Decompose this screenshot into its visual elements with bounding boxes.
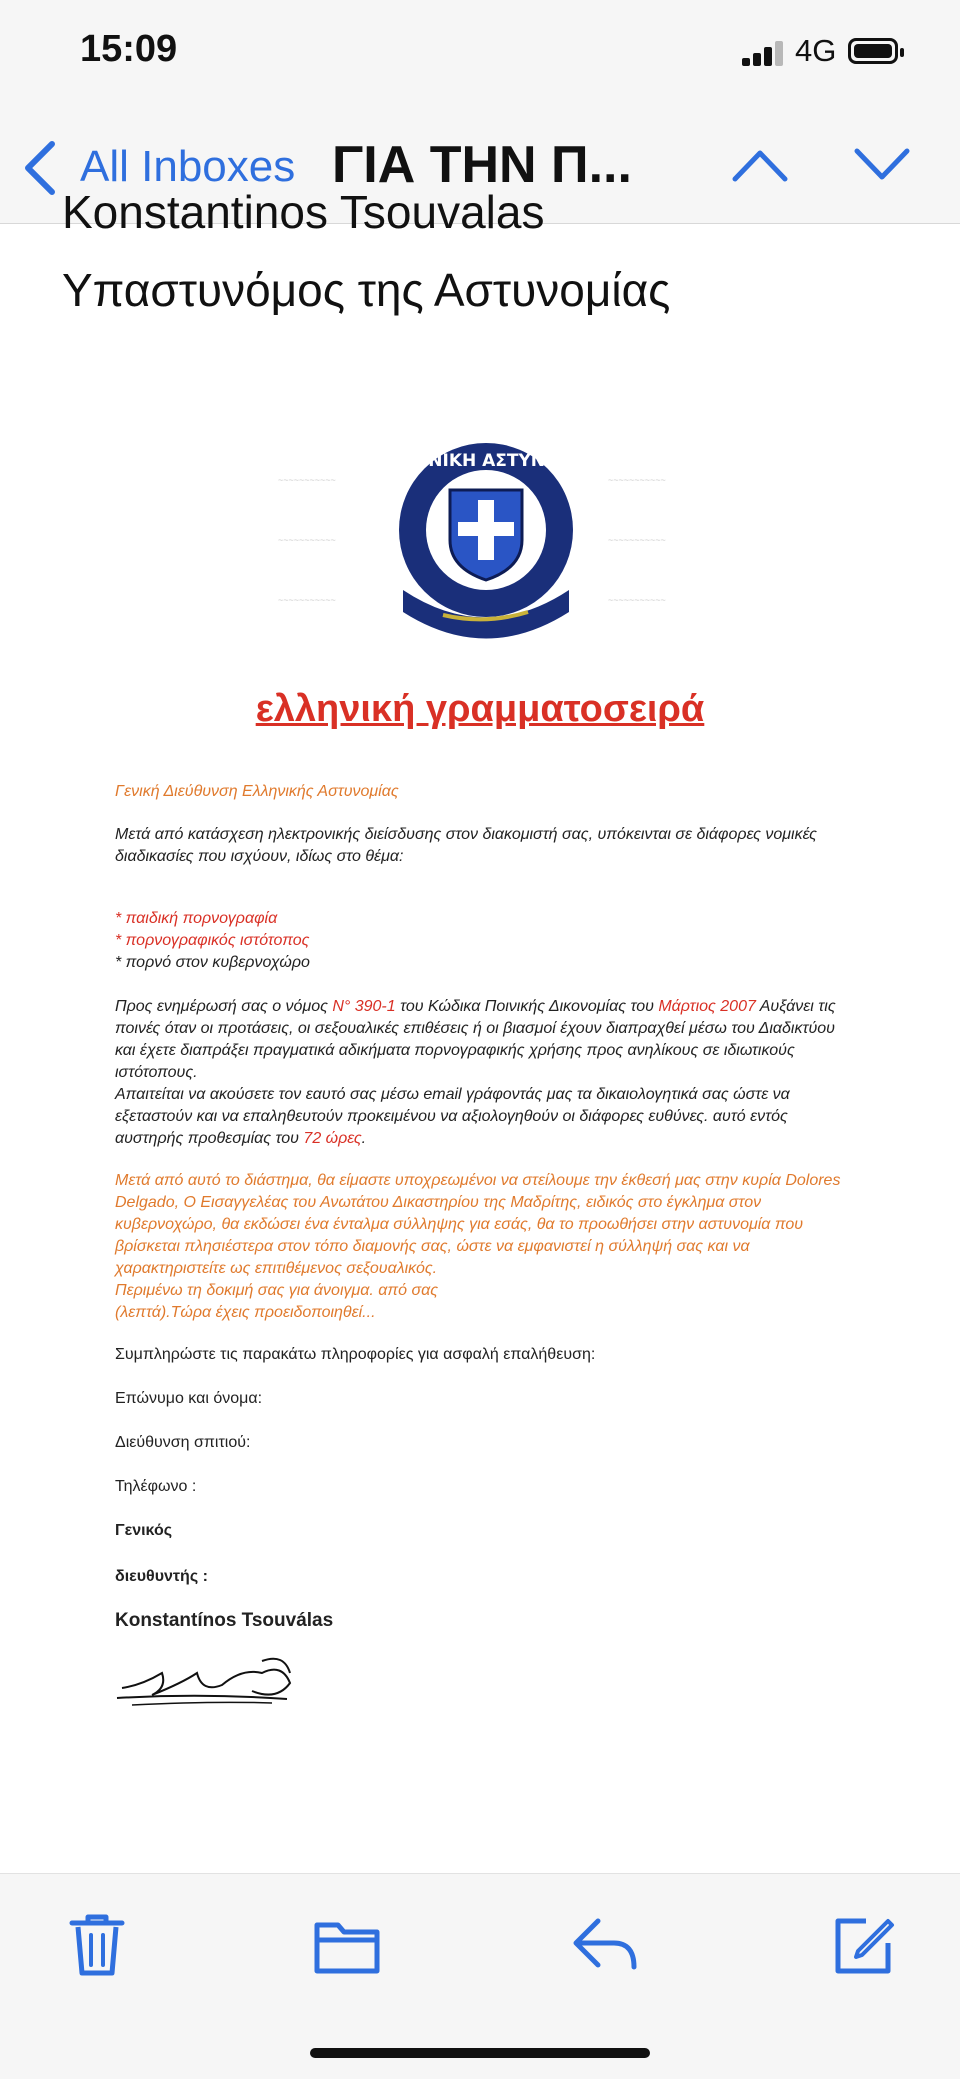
logo-ring-text: ΕΛΛΗΝΙΚΗ ΑΣΤΥΝΟΜΙΑ: [376, 451, 596, 471]
folder-icon[interactable]: [312, 1909, 382, 1979]
list-item-2: * πορνογραφικός ιστότοπος: [115, 932, 310, 949]
law-text-c: Αυξάνει τις ποινές όταν οι προτάσεις, οι σεξουαλικές επιθέσεις ή οι βιασμοί έχουν διαπραχθεί μέσω του Διαδικτύου και έχετε διαπράξει πραγματικά αδικήματα πορνογραφικής χρήσης προς ανηλίκους σε ιδιωτικούς ιστότοπους.: [115, 998, 836, 1081]
form-field-name: Επώνυμο και όνομα:: [115, 1390, 263, 1407]
department-line: Γενική Διεύθυνση Ελληνικής Αστυνομίας: [115, 783, 399, 800]
form-intro: Συμπληρώστε τις παρακάτω πληροφορίες για ασφαλή επαλήθευση:: [115, 1346, 596, 1363]
deadline-paragraph: [115, 1084, 855, 1150]
warning-line-2: Περιμένω τη δοκιμή σας για άνοιγμα. από σας: [115, 1282, 439, 1299]
list-item-1: * παιδική πορνογραφία: [115, 910, 278, 927]
form-field-phone: Τηλέφωνο :: [115, 1478, 197, 1495]
law-text-a: Προς ενημέρωσή σας ο νόμος: [115, 998, 333, 1015]
intro-paragraph: Μετά από κατάσχεση ηλεκτρονικής διείσδυσης στον διακομιστή σας, υπόκεινται σε διάφορες νομικές διαδικασίες που ισχύουν, ιδίως στο θέμα:: [115, 826, 817, 865]
warning-line-3: (λεπτά).Τώρα έχεις προειδοποιηθεί...: [115, 1304, 376, 1321]
director-label: διευθυντής :: [115, 1568, 208, 1585]
police-logo-image: ~~~~~~~~~~~ ~~~~~~~~~~~ ~~~~~~~~~~~ ~~~~~~~~~~~ ~~~~~~~~~~~ ~~~~~~~~~~~ ΕΛΛΗΝΙΚΗ ΑΣΤΥΝΟΜΙΑ: [258, 440, 713, 640]
next-message-icon[interactable]: [852, 145, 912, 185]
previous-message-icon[interactable]: [730, 145, 790, 185]
letter-heading: ελληνική γραμματοσειρά: [255, 688, 705, 730]
sender-name: Konstantinos Tsouvalas: [62, 186, 545, 238]
reply-icon[interactable]: [570, 1909, 640, 1979]
deadline-value: 72 ώρες: [303, 1130, 362, 1147]
deadline-text-a: Απαιτείται να ακούσετε τον εαυτό σας μέσω email γράφοντάς μας τα δικαιολογητικά σας ώστε να εξεταστούν και να επαληθευτούν προκειμένου να αξιολογηθούν οι διάφορες ευθύνες. αυτό εντός αυστηρής προθεσμίας του: [115, 1086, 790, 1147]
list-item-3: * πορνό στον κυβερνοχώρο: [115, 954, 310, 971]
police-emblem-icon: [258, 440, 713, 640]
back-button[interactable]: All Inboxes: [80, 142, 296, 191]
signal-icon: [742, 40, 787, 66]
general-label: Γενικός: [115, 1522, 173, 1539]
trash-icon[interactable]: [62, 1909, 132, 1979]
home-indicator[interactable]: [310, 2048, 650, 2058]
status-bar: [0, 0, 960, 105]
sender-title: Υπαστυνόμος της Αστυνομίας: [62, 264, 671, 316]
compose-icon[interactable]: [830, 1909, 900, 1979]
back-chevron-icon[interactable]: [20, 138, 60, 198]
email-body: [0, 186, 960, 1873]
form-field-address: Διεύθυνση σπιτιού:: [115, 1434, 251, 1451]
status-time: 15:09: [80, 28, 178, 70]
law-number: N° 390-1: [332, 998, 396, 1015]
law-date: Μάρτιος 2007: [658, 998, 756, 1015]
law-text-b: του Κώδικα Ποινικής Δικονομίας του: [395, 998, 659, 1015]
network-label: 4G: [795, 33, 837, 68]
signature-image: [112, 1643, 302, 1713]
deadline-text-b: .: [361, 1130, 367, 1147]
warning-paragraph: Μετά από αυτό το διάστημα, θα είμαστε υποχρεωμένοι να στείλουμε την έκθεσή μας στην κυρία Dolores Delgado, Ο Εισαγγελέας του Ανωτάτου Δικαστηρίου της Μαδρίτης, ειδικός στο έγκλημα στον κυβερνοχώρο, θα εκδώσει ένα ένταλμα σύλληψης για εσάς, θα το προωθήσει στην αστυνομία που βρίσκεται πλησιέστερα στον τόπο διαμονής σας, ώστε να εμφανιστεί η σύλληψή σας και να χαρακτηριστείτε ως επιτιθέμενος σεξουαλικός.: [115, 1172, 841, 1277]
law-paragraph: [115, 996, 855, 1084]
email-subject: ΓΙΑ ΤΗΝ Π...: [332, 136, 632, 194]
battery-icon: [848, 38, 898, 64]
signatory-name: Konstantínos Tsouválas: [115, 1610, 334, 1631]
